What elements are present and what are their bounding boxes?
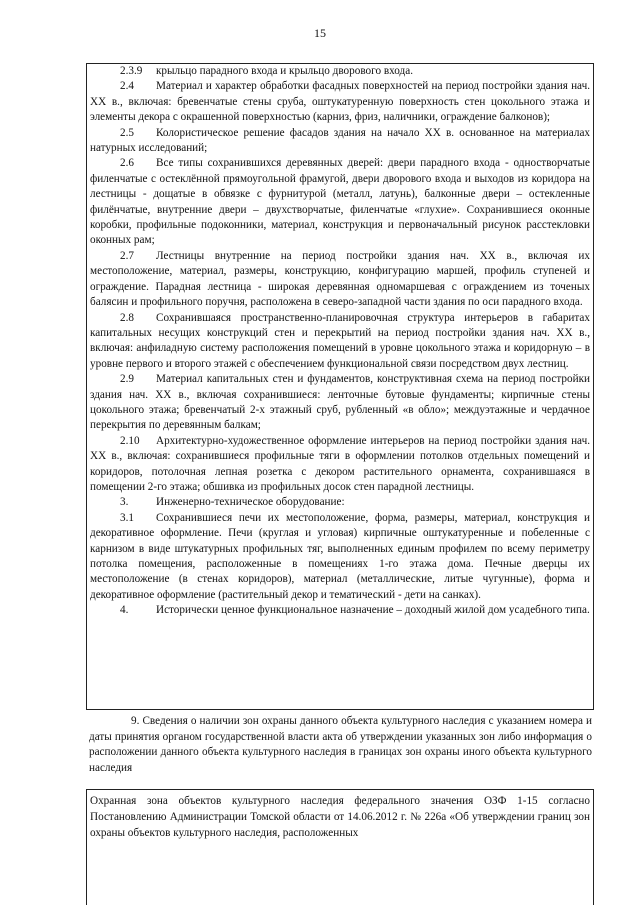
list-item [90,511,590,603]
page-number: 15 [314,26,326,40]
list-item [90,434,590,496]
item-number: 3. [120,496,129,509]
item-number: 2.10 [120,434,140,447]
item-number: 2.4 [120,80,134,93]
item-text: Материал капитальных стен и фундаментов, конструктивная схема на период постройки здания нач. XX в., включая сохранившиеся: ленточные бутовые фундаменты; кирпичные стены цокольного этажа; бревенчатый 2-х этажный сруб, рубленный «в обло»; междуэтажные и чердачное перекрытия по деревянным балкам; [90,373,590,432]
item-text: Колористическое решение фасадов здания на начало XX в. основанное на материалах натурных исследований; [90,126,590,155]
item-number: 2.9 [120,373,134,386]
protection-zone-box [86,789,594,905]
section-9-heading: 9. Сведения о наличии зон охраны данного объекта культурного наследия с указанием номера и даты принятия органом государственной власти акта об утверждении указанных зон либо информация о расположении данного объекта культурного наследия в границах зон охраны иного объекта культурного наследия [89,715,592,774]
subject-protection-box [86,63,594,710]
item-number: 4. [120,604,129,617]
list-item [90,126,590,157]
list-item [90,495,590,510]
list-item [90,64,590,79]
item-text: Архитектурно-художественное оформление интерьеров на период постройки здания нач. XX в., включая: сохранившиеся профильные тяги в оформлении потолков отдельных помещений и коридоров, потолочная лепная розетка с декором растительного орнамента, сохранившаяся в помещении 2-го этажа; обшивка из профильных досок стен парадной лестницы. [90,434,590,493]
item-text: Исторически ценное функциональное назначение – доходный жилой дом усадебного типа. [156,604,590,617]
list-item [90,372,590,434]
item-text: Материал и характер обработки фасадных поверхностей на период постройки здания нач. XX в., включая: бревенчатые стены сруба, оштукатуренную поверхность стен цокольного этажа и элементы декора с окрашенной поверхностью (карниз, фриз, наличники, ограждение балконов); [90,80,590,124]
protection-zone-text: Охранная зона объектов культурного наследия федерального значения ОЗФ 1-15 согласно Постановлению Администрации Томской области от 14.06.2012 г. № 226а «Об утверждении границ зон охраны объектов культурного наследия, расположенных [90,795,590,839]
item-number: 2.6 [120,157,134,170]
list-item [90,79,590,125]
item-number: 2.5 [120,126,134,139]
item-number: 3.1 [120,511,134,524]
item-text: крыльцо парадного входа и крыльцо дворового входа. [156,65,414,77]
item-text: Инженерно-техническое оборудование: [156,496,345,509]
item-number: 2.8 [120,311,134,324]
list-item [90,156,590,248]
item-text: Сохранившиеся печи их местоположение, форма, размеры, материал, конструкция и декоративное оформление. Печи (круглая и угловая) кирпичные оштукатуренные и побеленные с карнизом в виде штукатурных профильных тяг, выполненных единым профилем по всему периметру потолка помещения, расположенные в помещениях 1-го этажа дома. Печные дверцы их местоположение (в стенах коридоров), материал (металлические, литые чугунные), форма и декоративное оформление (растительный декор и тематический - дети на санках). [90,511,590,601]
list-item [90,603,590,618]
list-item [90,311,590,373]
item-number: 2.3.9 [120,65,143,77]
item-text: Все типы сохранившихся деревянных дверей: двери парадного входа - одностворчатые филенчатые с остеклённой прямоугольной фрамугой, двери дворового входа и выходов из коридора на лестницы - дощатые в обвязке с фурнитурой (металл, латунь), балконные двери – остекленные филёнчатые, внутренние двери – двухстворчатые, филенчатые «глухие». Сохранившиеся оконные коробки, профильные подоконники, материал, конструкция и первоначальный рисунок расстекловки оконных рам; [90,157,590,247]
item-text: Сохранившаяся пространственно-планировочная структура интерьеров в габаритах капитальных несущих конструкций стен и перекрытий на период постройки здания нач. XX в., включая: анфиладную систему расположения помещений в уровне цокольного этажа и коридорную – в уровне первого и второго этажей с обеспечением функциональной связи посредством двух лестниц. [90,311,590,370]
item-text: Лестницы внутренние на период постройки здания нач. XX в., включая их местоположение, материал, размеры, конструкцию, конфигурацию маршей, профиль ступеней и ограждение. Парадная лестница - широкая деревянная одномаршевая с ограждением из точеных балясин и профильного поручня, расположена в северо-западной части здания по оси парадного входа. [90,249,590,309]
item-number: 2.7 [120,249,134,262]
list-item [90,249,590,311]
